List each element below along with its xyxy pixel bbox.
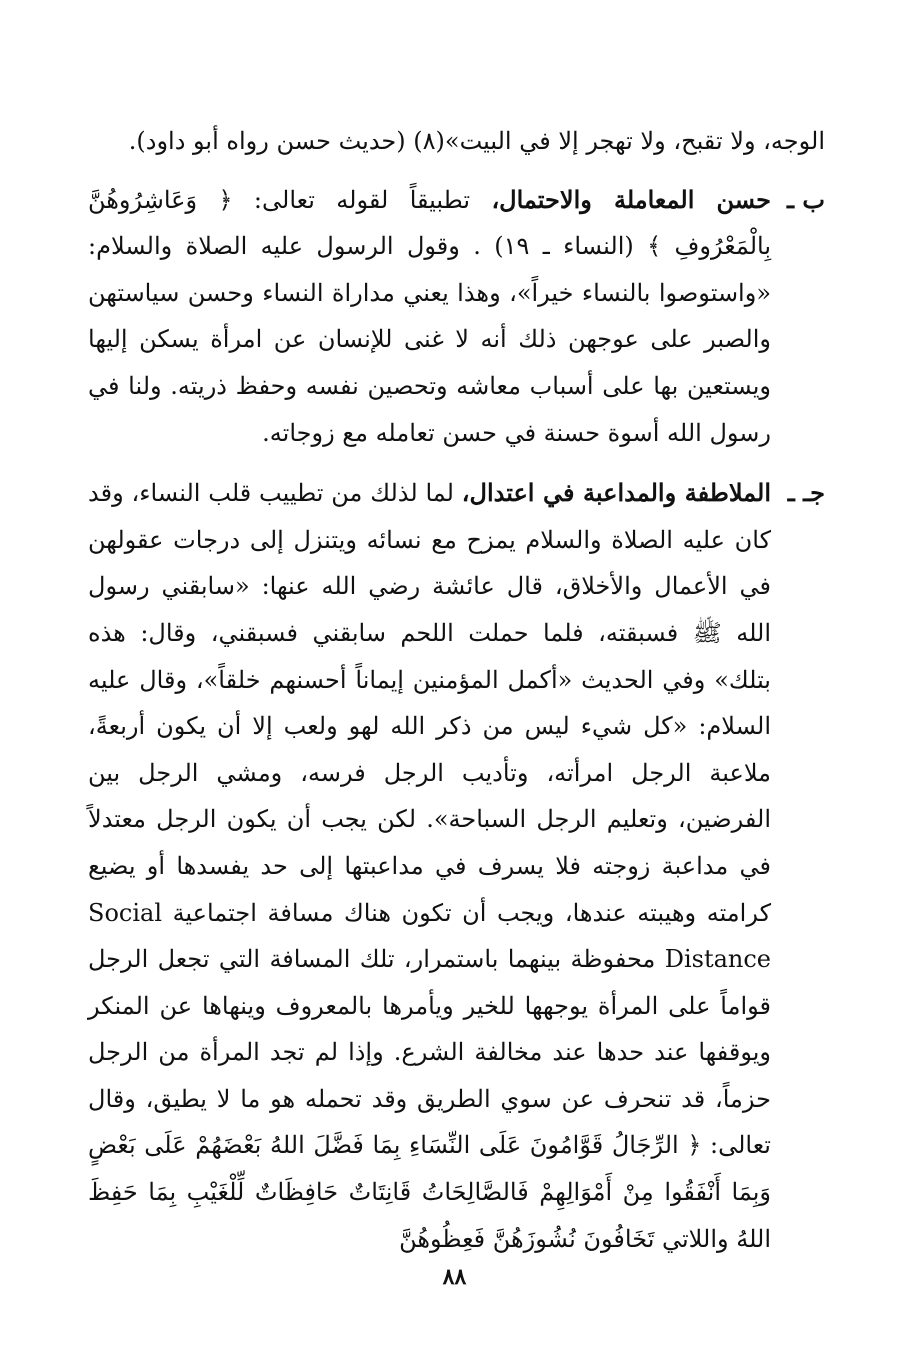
section-c: [88, 470, 825, 1262]
page-body: [88, 118, 825, 1276]
section-c-paragraph: [88, 470, 771, 1262]
section-b-heading: حسن المعاملة والاحتمال،: [491, 184, 771, 214]
section-b: [88, 177, 825, 457]
section-c-heading: الملاطفة والمداعبة في اعتدال،: [461, 478, 771, 508]
paragraph-intro: الوجه، ولا تقبح، ولا تهجر إلا في البيت»(٨) (حديث حسن رواه أبو داود).: [128, 127, 825, 155]
section-b-paragraph: [88, 177, 771, 457]
section-c-text: لما لذلك من تطييب قلب النساء، وقد كان عليه الصلاة والسلام يمزح مع نسائه ويتنزل إلى درجات عقولهن في الأعمال والأخلاق، قال عائشة رضي الله عنها: «سابقني رسول الله ﷺ فسبقته، فلما حملت اللحم سابقني فسبقني، وقال: هذه بتلك» وفي الحديث «أكمل المؤمنين إيماناً أحسنهم خلقاً»، وقال عليه السلام: «كل شيء ليس من ذكر الله لهو ولعب إلا أن يكون أربعةً، ملاعبة الرجل امرأته، وتأديب الرجل فرسه، ومشي الرجل بين الفرضين، وتعليم الرجل السباحة». لكن يجب أن يكون الرجل معتدلاً في مداعبة زوجته فلا يسرف في مداعبتها إلى حد يفسدها أو يضيع كرامته وهيبته عندها، ويجب أن تكون هناك مسافة اجتماعية Social Distance محفوظة بينهما باستمرار، تلك المسافة التي تجعل الرجل قواماً على المرأة يوجهها للخير ويأمرها بالمعروف وينهاها عن المنكر ويوقفها عند حدها عند مخالفة الشرع. وإذا لم تجد المرأة من الرجل حزماً، قد تنحرف عن سوي الطريق وقد تحمله هو ما لا يطيق، وقال تعالى: ﴿ الرِّجَالُ قَوَّامُونَ عَلَى النِّسَاءِ بِمَا فَضَّلَ اللهُ بَعْضَهُمْ عَلَى بَعْضٍ وَبِمَا أَنْفَقُوا مِنْ أَمْوَالِهِمْ فَالصَّالِحَاتُ قَانِتَاتٌ حَافِظَاتٌ لِّلْغَيْبِ بِمَا حَفِظَ اللهُ واللاتي تَخَافُونَ نُشُوزَهُنَّ فَعِظُوهُنَّ: [88, 479, 772, 1253]
section-b-label: ب ـ: [787, 184, 825, 214]
section-b-text: تطبيقاً لقوله تعالى: ﴿ وَعَاشِرُوهُنَّ بِالْمَعْرُوفِ ﴾ (النساء ـ ١٩) . وقول الرسول عليه الصلاة والسلام: «واستوصوا بالنساء خيراً»، وهذا يعني مداراة النساء وحسن سياستهن والصبر على عوجهن ذلك أنه لا غنى للإنسان عن امرأة يسكن إليها ويستعين بها على أسباب معاشه وتحصين نفسه وحفظ ذريته. ولنا في رسول الله أسوة حسنة في حسن تعامله مع زوجاته.: [88, 185, 772, 447]
page-number: ٨٨: [442, 1264, 467, 1290]
section-c-label: جـ ـ: [787, 478, 825, 508]
